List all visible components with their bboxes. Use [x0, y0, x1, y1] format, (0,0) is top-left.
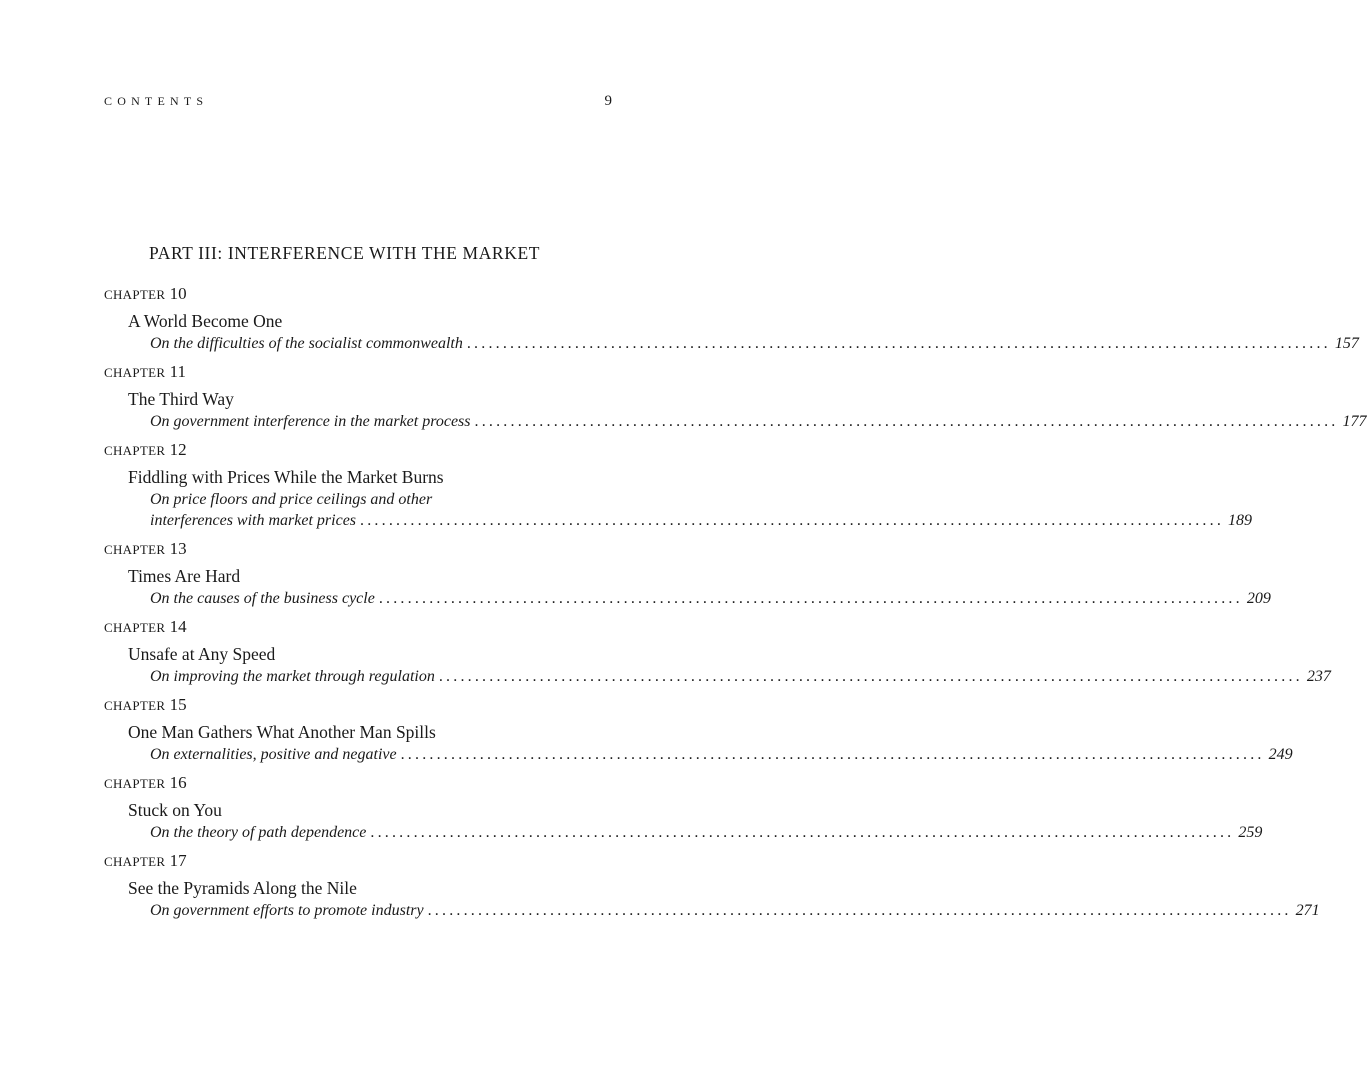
- chapter-number: 15: [169, 695, 187, 714]
- chapter-label-word: CHAPTER: [104, 854, 166, 869]
- chapter-page-number: 259: [1238, 824, 1263, 841]
- chapter-subtitle: On improving the market through regulation: [150, 668, 435, 685]
- chapter-label: [104, 849, 594, 873]
- chapter-entry-11: [104, 360, 1367, 432]
- chapter-label-word: CHAPTER: [104, 443, 166, 458]
- chapter-subtitle-line: [150, 588, 1271, 609]
- chapter-subtitle-line: [150, 510, 1253, 531]
- chapter-subtitle: On government interference in the market process: [150, 413, 471, 430]
- chapter-label: [104, 615, 594, 639]
- chapter-subtitle: On government efforts to promote industry: [150, 902, 424, 919]
- chapter-entry-13: [104, 537, 1271, 609]
- chapter-entry-14: [104, 615, 1331, 687]
- chapter-label: [104, 360, 594, 384]
- chapter-subtitle-line: [150, 666, 1331, 687]
- dot-leader: ........................................................................................................................: [370, 824, 1235, 841]
- dot-leader: ........................................................................................................................: [400, 746, 1265, 763]
- chapter-number: 16: [169, 773, 187, 792]
- running-title: CONTENTS: [104, 94, 209, 108]
- running-head: [104, 92, 612, 110]
- chapter-label-word: CHAPTER: [104, 542, 166, 557]
- chapter-entry-10: [104, 282, 1359, 354]
- chapter-number: 14: [169, 617, 187, 636]
- dot-leader: ........................................................................................................................: [360, 512, 1225, 529]
- chapter-number: 13: [169, 539, 187, 558]
- chapter-number: 10: [169, 284, 187, 303]
- chapter-title: Stuck on You: [128, 800, 222, 820]
- dot-leader: ........................................................................................................................: [438, 668, 1303, 685]
- chapter-label-word: CHAPTER: [104, 620, 166, 635]
- chapter-title: The Third Way: [128, 389, 234, 409]
- chapter-entry-15: [104, 693, 1293, 765]
- chapter-title: One Man Gathers What Another Man Spills: [128, 722, 436, 742]
- chapter-subtitle-line: [150, 744, 1293, 765]
- chapter-label-word: CHAPTER: [104, 365, 166, 380]
- chapter-entry-16: [104, 771, 1263, 843]
- chapter-subtitle: On externalities, positive and negative: [150, 746, 397, 763]
- chapter-subtitle-line: [150, 822, 1263, 843]
- chapter-label-word: CHAPTER: [104, 776, 166, 791]
- chapter-page-number: 271: [1295, 902, 1320, 919]
- chapter-page-number: 177: [1342, 413, 1367, 430]
- chapter-entry-12: [104, 438, 1253, 531]
- chapter-number: 17: [169, 851, 187, 870]
- chapter-page-number: 209: [1246, 590, 1271, 607]
- chapter-entry-17: [104, 849, 1320, 921]
- chapter-page-number: 157: [1334, 335, 1359, 352]
- table-of-contents: [104, 282, 1367, 927]
- chapter-title: See the Pyramids Along the Nile: [128, 878, 357, 898]
- dot-leader: ........................................................................................................................: [466, 335, 1331, 352]
- chapter-subtitle-line: [150, 333, 1359, 354]
- chapter-subtitle-line: [150, 489, 594, 510]
- chapter-subtitle: interferences with market prices: [150, 512, 357, 529]
- page-number: 9: [604, 93, 612, 109]
- chapter-title: Fiddling with Prices While the Market Burns: [128, 467, 444, 487]
- chapter-subtitle: On the difficulties of the socialist commonwealth: [150, 335, 463, 352]
- chapter-subtitle-line: [150, 900, 1320, 921]
- part-title: PART III: INTERFERENCE WITH THE MARKET: [149, 243, 541, 263]
- chapter-label-word: CHAPTER: [104, 287, 166, 302]
- chapter-label: [104, 693, 594, 717]
- chapter-subtitle: On the theory of path dependence: [150, 824, 367, 841]
- chapter-subtitle: On price floors and price ceilings and other: [150, 491, 433, 508]
- chapter-number: 11: [169, 362, 186, 381]
- chapter-page-number: 249: [1268, 746, 1293, 763]
- chapter-label: [104, 438, 594, 462]
- chapter-page-number: 237: [1306, 668, 1331, 685]
- chapter-title: Unsafe at Any Speed: [128, 644, 276, 664]
- chapter-label: [104, 771, 594, 795]
- chapter-label: [104, 282, 594, 306]
- chapter-label: [104, 537, 594, 561]
- chapter-title: A World Become One: [128, 311, 283, 331]
- chapter-label-word: CHAPTER: [104, 698, 166, 713]
- chapter-page-number: 189: [1228, 512, 1253, 529]
- chapter-number: 12: [169, 440, 187, 459]
- dot-leader: ........................................................................................................................: [427, 902, 1292, 919]
- chapter-subtitle-line: [150, 411, 1367, 432]
- dot-leader: ........................................................................................................................: [378, 590, 1243, 607]
- dot-leader: ........................................................................................................................: [474, 413, 1339, 430]
- chapter-title: Times Are Hard: [128, 566, 241, 586]
- chapter-subtitle: On the causes of the business cycle: [150, 590, 375, 607]
